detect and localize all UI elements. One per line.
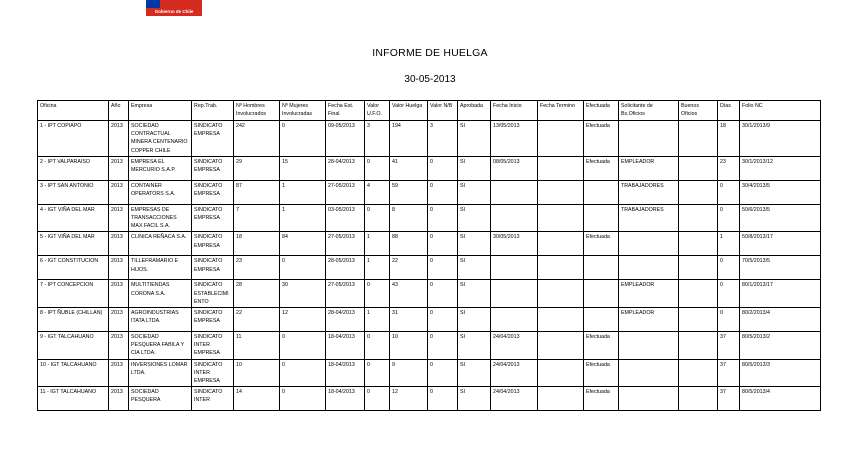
table-cell: 0 — [718, 308, 740, 332]
table-cell: 30/1/2013/12 — [740, 156, 821, 180]
table-row — [38, 280, 821, 308]
column-header: Solicitante de Bs.Oficios — [619, 101, 679, 121]
table-cell: 4 — [365, 180, 390, 204]
table-cell: 43 — [390, 280, 428, 308]
table-cell: 0 — [280, 121, 326, 157]
table-cell: 31 — [390, 308, 428, 332]
table-cell: 87 — [234, 180, 280, 204]
table-cell: 0 — [428, 180, 458, 204]
table-cell: SINDICATO EMPRESA — [192, 121, 234, 157]
table-cell: 0 — [365, 156, 390, 180]
table-cell: 194 — [390, 121, 428, 157]
table-cell: 2013 — [109, 156, 129, 180]
table-cell: 2013 — [109, 359, 129, 387]
table-cell — [584, 256, 619, 280]
column-header: Oficina — [38, 101, 109, 121]
table-cell: SI — [458, 256, 491, 280]
table-cell: 242 — [234, 121, 280, 157]
table-cell — [679, 359, 718, 387]
table-cell: Efectuada — [584, 332, 619, 360]
table-cell — [538, 308, 584, 332]
table-cell: 2013 — [109, 387, 129, 411]
table-cell: 80/5/2013/4 — [740, 387, 821, 411]
table-cell: 0 — [428, 280, 458, 308]
table-cell: TILLEFRAMARIO E HIJOS. — [129, 256, 192, 280]
table-row — [38, 204, 821, 232]
table-cell: SI — [458, 308, 491, 332]
table-cell: 27-05/2013 — [326, 280, 365, 308]
table-cell: 12 — [390, 387, 428, 411]
table-cell: 0 — [718, 256, 740, 280]
table-cell — [679, 332, 718, 360]
column-header: Valor N/B — [428, 101, 458, 121]
table-cell: 3 — [365, 121, 390, 157]
table-cell: 0 — [280, 332, 326, 360]
table-cell — [679, 280, 718, 308]
table-cell: 37 — [718, 332, 740, 360]
table-cell: 11 — [234, 332, 280, 360]
table-cell: 29 — [234, 156, 280, 180]
column-header: Fecha Est. Final — [326, 101, 365, 121]
table-cell: EMPLEADOR — [619, 280, 679, 308]
table-cell: SINDICATO INTER EMPRESA — [192, 359, 234, 387]
table-cell: 0 — [280, 387, 326, 411]
table-cell — [619, 332, 679, 360]
table-cell: 27-05/2013 — [326, 180, 365, 204]
table-cell: 2013 — [109, 204, 129, 232]
table-cell — [679, 387, 718, 411]
table-cell: 10 — [390, 332, 428, 360]
table-cell: SINDICATO INTER EMPRESA — [192, 332, 234, 360]
table-row — [38, 332, 821, 360]
table-cell: 30/1/2013/9 — [740, 121, 821, 157]
table-row — [38, 121, 821, 157]
table-cell: SI — [458, 180, 491, 204]
table-cell: 09-05/2013 — [326, 121, 365, 157]
table-cell — [619, 232, 679, 256]
table-cell: 3 — [428, 121, 458, 157]
table-cell: 6 - IGT CONSTITUCION — [38, 256, 109, 280]
table-cell: SINDICATO INTER — [192, 387, 234, 411]
table-cell — [679, 156, 718, 180]
table-cell: 18 — [718, 121, 740, 157]
table-cell — [538, 180, 584, 204]
table-cell: 28-04/2013 — [326, 156, 365, 180]
table-cell: 30/4/2013/5 — [740, 180, 821, 204]
table-cell: MULTITIENDAS CORONA S.A. — [129, 280, 192, 308]
table-cell: 18 — [234, 232, 280, 256]
table-cell: EMPLEADOR — [619, 156, 679, 180]
table-cell — [619, 387, 679, 411]
table-cell: 2013 — [109, 180, 129, 204]
table-cell: CLINICA REÑACA S.A. — [129, 232, 192, 256]
table-cell: SI — [458, 332, 491, 360]
table-cell: 22 — [234, 308, 280, 332]
column-header: Nº Mujeres Involucradas — [280, 101, 326, 121]
table-cell: 24/04/2013 — [491, 387, 538, 411]
table-cell: 0 — [428, 204, 458, 232]
table-cell: SI — [458, 387, 491, 411]
table-cell: 0 — [718, 204, 740, 232]
column-header: Efectuada — [584, 101, 619, 121]
table-cell: TRABAJADORES — [619, 204, 679, 232]
table-cell: 37 — [718, 359, 740, 387]
column-header: Fecha Termino — [538, 101, 584, 121]
table-cell — [584, 308, 619, 332]
table-cell: 0 — [280, 359, 326, 387]
table-cell: Efectuada — [584, 232, 619, 256]
table-cell — [491, 180, 538, 204]
table-cell: SOCIEDAD PESQUERA FABILA Y CIA LTDA. — [129, 332, 192, 360]
table-cell: 2 - IPT VALPARAISO — [38, 156, 109, 180]
table-cell: 15 — [280, 156, 326, 180]
table-cell: 59 — [390, 180, 428, 204]
table-cell — [538, 359, 584, 387]
table-cell: 2013 — [109, 308, 129, 332]
table-cell: TRABAJADORES — [619, 180, 679, 204]
flag-blue-square — [146, 0, 160, 8]
table-cell — [679, 121, 718, 157]
column-header: Buenos Oficios — [679, 101, 718, 121]
table-cell: 41 — [390, 156, 428, 180]
table-row — [38, 387, 821, 411]
table-cell — [619, 121, 679, 157]
table-cell: 0 — [428, 308, 458, 332]
table-cell: 1 — [718, 232, 740, 256]
table-cell — [538, 256, 584, 280]
table-cell: 0 — [428, 232, 458, 256]
table-row — [38, 308, 821, 332]
table-cell: 24/04/2013 — [491, 332, 538, 360]
report-date: 30-05-2013 — [404, 74, 456, 85]
table-cell: 70/5/2013/5 — [740, 256, 821, 280]
table-cell: 23 — [234, 256, 280, 280]
table-cell: SINDICATO EMPRESA — [192, 232, 234, 256]
table-cell: 1 — [280, 180, 326, 204]
table-cell: 80/2/2013/4 — [740, 308, 821, 332]
table-cell: 08/05/2013 — [491, 156, 538, 180]
table-header-row — [38, 101, 821, 121]
table-cell: 7 - IPT CONCEPCION — [38, 280, 109, 308]
table-cell — [538, 280, 584, 308]
table-cell: 50/6/2013/5 — [740, 204, 821, 232]
table-cell: 50/8/2013/17 — [740, 232, 821, 256]
table-cell — [491, 256, 538, 280]
table-cell: 0 — [428, 359, 458, 387]
table-cell: 2013 — [109, 280, 129, 308]
table-cell — [538, 121, 584, 157]
table-cell: SINDICATO EMPRESA — [192, 180, 234, 204]
column-header: Aprobada — [458, 101, 491, 121]
table-cell: 2013 — [109, 232, 129, 256]
report-title: INFORME DE HUELGA — [372, 47, 488, 59]
column-header: Días — [718, 101, 740, 121]
table-cell: 5 - IGT VIÑA DEL MAR — [38, 232, 109, 256]
table-row — [38, 232, 821, 256]
table-cell — [584, 280, 619, 308]
table-row — [38, 359, 821, 387]
table-cell: 2013 — [109, 332, 129, 360]
table-cell: 18-04/2013 — [326, 332, 365, 360]
table-cell — [584, 180, 619, 204]
table-cell: 0 — [280, 256, 326, 280]
table-cell — [584, 204, 619, 232]
table-cell: 1 — [365, 308, 390, 332]
table-cell: SI — [458, 204, 491, 232]
table-cell: Efectuada — [584, 156, 619, 180]
table-cell: 0 — [365, 280, 390, 308]
table-cell: SOCIEDAD PESQUERA — [129, 387, 192, 411]
table-cell: 10 — [234, 359, 280, 387]
table-cell — [538, 232, 584, 256]
column-header: Valor U.F.O. — [365, 101, 390, 121]
table-cell: SINDICATO ESTABLECIMIENTO — [192, 280, 234, 308]
table-cell: 2013 — [109, 121, 129, 157]
logo-text: Gobierno de Chile — [154, 9, 194, 14]
table-cell: 0 — [365, 359, 390, 387]
table-cell: 8 — [390, 204, 428, 232]
table-cell: 80/5/2013/2 — [740, 332, 821, 360]
table-cell — [491, 204, 538, 232]
table-cell — [538, 204, 584, 232]
table-cell — [679, 308, 718, 332]
table-cell: 18-04/2013 — [326, 387, 365, 411]
table-cell: 30/05/2013 — [491, 232, 538, 256]
table-cell: SI — [458, 156, 491, 180]
table-cell: 0 — [365, 204, 390, 232]
table-cell — [491, 308, 538, 332]
column-header: Valor Huelga — [390, 101, 428, 121]
table-cell: EMPRESAS DE TRANSACCIONES MAX FACIL S.A. — [129, 204, 192, 232]
column-header: Año — [109, 101, 129, 121]
table-cell — [619, 359, 679, 387]
table-cell — [679, 232, 718, 256]
table-cell: 0 — [428, 256, 458, 280]
table-cell: 9 - IGT TALCAHUANO — [38, 332, 109, 360]
table-cell: SI — [458, 121, 491, 157]
table-cell — [619, 256, 679, 280]
table-cell: SINDICATO EMPRESA — [192, 156, 234, 180]
table-cell — [538, 387, 584, 411]
table-cell: 0 — [428, 332, 458, 360]
column-header: Empresa — [129, 101, 192, 121]
table-row — [38, 180, 821, 204]
gobierno-de-chile-logo — [146, 0, 202, 16]
table-cell: 28-05/2013 — [326, 256, 365, 280]
table-cell: 30 — [280, 280, 326, 308]
table-cell: 18-04/2013 — [326, 359, 365, 387]
table-row — [38, 256, 821, 280]
table-cell: SI — [458, 232, 491, 256]
table-cell: 2013 — [109, 256, 129, 280]
table-cell — [538, 156, 584, 180]
table-cell: 8 - IPT ÑUBLE (CHILLAN) — [38, 308, 109, 332]
table-cell: EMPRESA EL MERCURIO S.A.P. — [129, 156, 192, 180]
table-cell: CONTAINER OPERATORS S.A. — [129, 180, 192, 204]
table-cell: 12 — [280, 308, 326, 332]
table-cell: Efectuada — [584, 121, 619, 157]
table-cell: 84 — [280, 232, 326, 256]
table-cell: SINDICATO EMPRESA — [192, 204, 234, 232]
table-cell: Efectuada — [584, 359, 619, 387]
table-cell: 28-04/2013 — [326, 308, 365, 332]
table-cell: Efectuada — [584, 387, 619, 411]
table-cell: 37 — [718, 387, 740, 411]
table-row — [38, 156, 821, 180]
table-cell: 4 - IGT VIÑA DEL MAR — [38, 204, 109, 232]
table-cell: 28 — [234, 280, 280, 308]
table-cell: 0 — [365, 387, 390, 411]
table-cell — [679, 256, 718, 280]
table-cell: 80/5/2013/3 — [740, 359, 821, 387]
table-cell: 14 — [234, 387, 280, 411]
table-cell: 3 - IPT SAN ANTONIO — [38, 180, 109, 204]
table-cell: 0 — [428, 156, 458, 180]
column-header: Rep.Trab. — [192, 101, 234, 121]
column-header: Fecha Inicio — [491, 101, 538, 121]
table-cell: 0 — [428, 387, 458, 411]
table-cell: 1 — [365, 256, 390, 280]
table-cell: SI — [458, 280, 491, 308]
table-cell: 1 - IPT COPIAPO — [38, 121, 109, 157]
table-cell: 1 — [365, 232, 390, 256]
table-cell: 11 - IGT TALCAHUANO — [38, 387, 109, 411]
table-cell: SOCIEDAD CONTRACTUAL MINERA CENTENARIO COPPER CHILE — [129, 121, 192, 157]
table-cell: 03-05/2013 — [326, 204, 365, 232]
table-cell: 88 — [390, 232, 428, 256]
table-cell: 23 — [718, 156, 740, 180]
column-header: Folio NC — [740, 101, 821, 121]
table-cell: SINDICATO EMPRESA — [192, 256, 234, 280]
table-cell: 0 — [365, 332, 390, 360]
table-cell: 7 — [234, 204, 280, 232]
table-cell: 0 — [718, 280, 740, 308]
column-header: Nº Hombres Involucrados — [234, 101, 280, 121]
table-cell — [679, 204, 718, 232]
table-cell: 0 — [718, 180, 740, 204]
strike-report-table — [37, 100, 821, 411]
table-cell: AGROINDUSTRIAS ITATA LTDA. — [129, 308, 192, 332]
table-cell — [491, 280, 538, 308]
table-cell: 9 — [390, 359, 428, 387]
table-cell — [538, 332, 584, 360]
table-cell: 1 — [280, 204, 326, 232]
table-cell: SINDICATO EMPRESA — [192, 308, 234, 332]
table-cell: 24/04/2013 — [491, 359, 538, 387]
table-cell: 80/1/2013/17 — [740, 280, 821, 308]
table-cell: EMPLEADOR — [619, 308, 679, 332]
table-cell: 10 - IGT TALCAHUANO — [38, 359, 109, 387]
table-cell: SI — [458, 359, 491, 387]
table-cell — [679, 180, 718, 204]
table-cell: 13/05/2013 — [491, 121, 538, 157]
table-cell: 22 — [390, 256, 428, 280]
table-cell: 27-05/2013 — [326, 232, 365, 256]
table-cell: INVERSIONES LOMAR LTDA. — [129, 359, 192, 387]
